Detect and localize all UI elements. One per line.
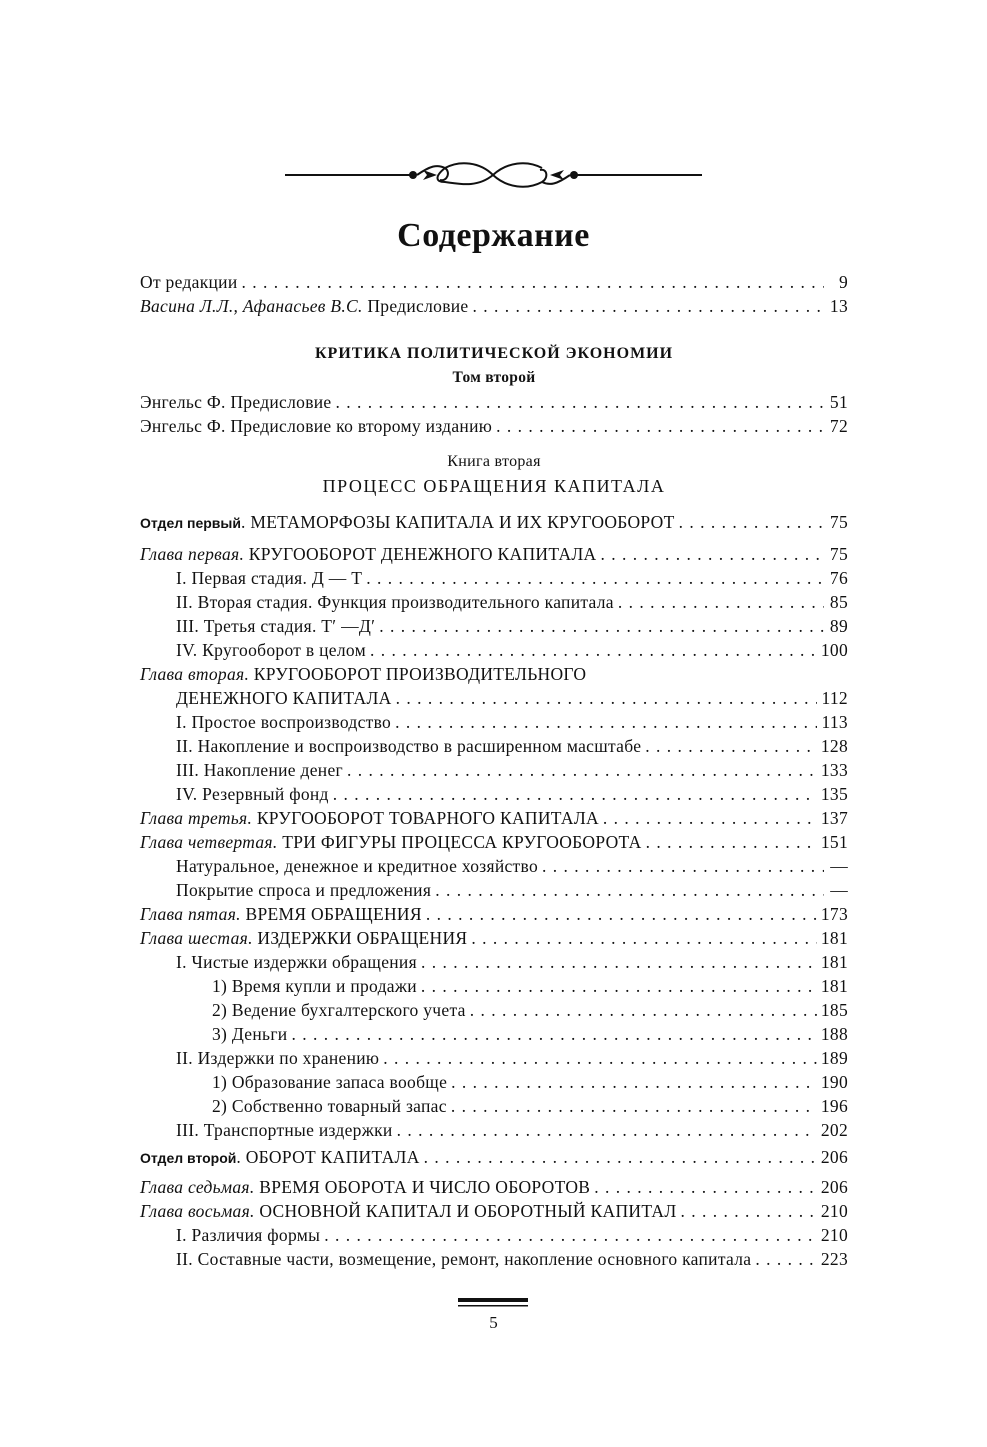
toc-label: Натуральное, денежное и кредитное хозяйство bbox=[176, 856, 539, 876]
toc-page: 206 bbox=[820, 1147, 848, 1167]
toc-entry-chapter-7[interactable] bbox=[140, 1175, 848, 1199]
chapter-title: ТРИ ФИГУРЫ ПРОЦЕССА КРУГООБОРОТА bbox=[277, 832, 642, 852]
leader-dots bbox=[421, 974, 817, 998]
toc-entry-ch6-i-2[interactable] bbox=[140, 998, 848, 1022]
toc-label: Энгельс Ф. Предисловие ко второму изданию bbox=[140, 416, 493, 436]
section-prefix: Отдел второй bbox=[140, 1150, 237, 1166]
toc-page: 51 bbox=[829, 392, 848, 412]
toc-entry-chapter-6[interactable] bbox=[140, 926, 848, 950]
toc-entry-ch4-natural[interactable] bbox=[140, 854, 848, 878]
chapter-prefix: Глава восьмая. bbox=[140, 1201, 255, 1221]
toc-page: 76 bbox=[829, 568, 848, 588]
chapter-prefix: Глава третья. bbox=[140, 808, 253, 828]
toc-page: 135 bbox=[820, 784, 848, 804]
leader-dots bbox=[755, 1247, 817, 1271]
toc-label: IV. Резервный фонд bbox=[176, 784, 329, 804]
toc-entry-chapter-3[interactable] bbox=[140, 806, 848, 830]
table-of-contents bbox=[140, 270, 848, 1271]
toc-page: 202 bbox=[820, 1120, 848, 1140]
toc-label bbox=[140, 294, 469, 318]
toc-label: II. Составные части, возмещение, ремонт, накопление основного капитала bbox=[176, 1249, 752, 1269]
toc-page: 72 bbox=[829, 416, 848, 436]
leader-dots bbox=[333, 782, 817, 806]
toc-page: 13 bbox=[829, 296, 848, 316]
toc-entry-ch6-i-1[interactable] bbox=[140, 974, 848, 998]
volume-title: Том второй bbox=[452, 369, 536, 386]
leader-dots bbox=[594, 1175, 817, 1199]
part-title: КРИТИКА ПОЛИТИЧЕСКОЙ ЭКОНОМИИ bbox=[314, 345, 674, 362]
leader-dots bbox=[542, 854, 824, 878]
leader-dots bbox=[679, 510, 824, 534]
toc-label bbox=[140, 542, 597, 566]
page-number: 5 bbox=[489, 1313, 498, 1332]
toc-label: I. Первая стадия. Д — Т bbox=[176, 568, 363, 588]
toc-page: 151 bbox=[820, 832, 848, 852]
toc-entry-ch8-i[interactable] bbox=[140, 1223, 848, 1247]
toc-label: II. Вторая стадия. Функция производительного капитала bbox=[176, 592, 614, 612]
book-label: Книга вторая bbox=[447, 453, 541, 470]
toc-label: I. Простое воспроизводство bbox=[176, 712, 392, 732]
leader-dots bbox=[646, 830, 817, 854]
leader-dots bbox=[618, 590, 824, 614]
toc-label-text: Предисловие bbox=[362, 296, 469, 316]
toc-entry-ch2-i[interactable] bbox=[140, 710, 848, 734]
chapter-prefix: Глава седьмая. bbox=[140, 1177, 255, 1197]
toc-label bbox=[140, 1175, 590, 1199]
ornament-divider-icon bbox=[285, 152, 702, 198]
toc-label: III. Транспортные издержки bbox=[176, 1120, 393, 1140]
leader-dots bbox=[395, 710, 817, 734]
footer-rule-icon bbox=[458, 1298, 528, 1310]
toc-label bbox=[140, 830, 642, 854]
toc-entry-ch1-i[interactable] bbox=[140, 566, 848, 590]
leader-dots bbox=[603, 806, 817, 830]
toc-entry-engels-preface-second[interactable] bbox=[140, 414, 848, 438]
toc-chapter-2-line1[interactable] bbox=[140, 662, 848, 686]
toc-page: 206 bbox=[820, 1177, 848, 1197]
toc-label: 1) Время купли и продажи bbox=[212, 976, 417, 996]
toc-entry-preface-vasina[interactable] bbox=[140, 294, 848, 318]
toc-label: II. Накопление и воспроизводство в расширенном масштабе bbox=[176, 736, 642, 756]
toc-entry-ch2-iii[interactable] bbox=[140, 758, 848, 782]
toc-entry-ch6-ii-1[interactable] bbox=[140, 1070, 848, 1094]
chapter-title: ИЗДЕРЖКИ ОБРАЩЕНИЯ bbox=[252, 928, 468, 948]
toc-page: 223 bbox=[820, 1249, 848, 1269]
toc-label: 3) Деньги bbox=[212, 1024, 288, 1044]
chapter-prefix: Глава вторая. bbox=[140, 664, 250, 684]
toc-label bbox=[140, 806, 599, 830]
toc-entry-ch2-ii[interactable] bbox=[140, 734, 848, 758]
toc-page: 189 bbox=[820, 1048, 848, 1068]
leader-dots bbox=[451, 1070, 817, 1094]
leader-dots bbox=[471, 926, 816, 950]
toc-page: 133 bbox=[820, 760, 848, 780]
toc-label bbox=[140, 902, 422, 926]
toc-entry-ch6-ii-2[interactable] bbox=[140, 1094, 848, 1118]
toc-entry-chapter-1[interactable] bbox=[140, 542, 848, 566]
chapter-prefix: Глава шестая. bbox=[140, 928, 253, 948]
toc-page: 75 bbox=[829, 544, 848, 564]
toc-entry-ch8-ii[interactable] bbox=[140, 1247, 848, 1271]
section-title: . МЕТАМОРФОЗЫ КАПИТАЛА И ИХ КРУГООБОРОТ bbox=[240, 512, 675, 532]
toc-page: 196 bbox=[820, 1096, 848, 1116]
leader-dots bbox=[435, 878, 824, 902]
leader-dots bbox=[470, 998, 817, 1022]
toc-page: 173 bbox=[820, 904, 848, 924]
toc-label: 1) Образование запаса вообще bbox=[212, 1072, 448, 1092]
toc-page: 9 bbox=[838, 272, 848, 292]
toc-label: Энгельс Ф. Предисловие bbox=[140, 392, 332, 412]
toc-label: От редакции bbox=[140, 272, 238, 292]
toc-label: I. Чистые издержки обращения bbox=[176, 952, 417, 972]
leader-dots bbox=[324, 1223, 817, 1247]
book-title: ПРОЦЕСС ОБРАЩЕНИЯ КАПИТАЛА bbox=[322, 476, 666, 496]
leader-dots bbox=[336, 390, 824, 414]
toc-entry-chapter-8[interactable] bbox=[140, 1199, 848, 1223]
toc-label: 2) Ведение бухгалтерского учета bbox=[212, 1000, 466, 1020]
toc-page: 210 bbox=[820, 1225, 848, 1245]
leader-dots bbox=[421, 950, 817, 974]
toc-label bbox=[140, 1145, 420, 1170]
leader-dots bbox=[366, 566, 824, 590]
toc-entry-chapter-2[interactable] bbox=[140, 686, 848, 710]
leader-dots bbox=[370, 638, 817, 662]
toc-page: 188 bbox=[820, 1024, 848, 1044]
toc-label: 2) Собственно товарный запас bbox=[212, 1096, 447, 1116]
toc-page: 210 bbox=[820, 1201, 848, 1221]
toc-entry-ch6-i-3[interactable] bbox=[140, 1022, 848, 1046]
toc-entry-editorial[interactable] bbox=[140, 270, 848, 294]
toc-page: 85 bbox=[829, 592, 848, 612]
toc-entry-ch1-iii[interactable] bbox=[140, 614, 848, 638]
leader-dots bbox=[601, 542, 825, 566]
toc-page: — bbox=[830, 856, 848, 876]
toc-entry-ch6-i[interactable] bbox=[140, 950, 848, 974]
toc-page: 89 bbox=[829, 616, 848, 636]
leader-dots bbox=[473, 294, 824, 318]
chapter-prefix: Глава первая. bbox=[140, 544, 245, 564]
leader-dots bbox=[383, 1046, 817, 1070]
toc-entry-section-1[interactable] bbox=[140, 510, 848, 534]
toc-page: 185 bbox=[820, 1000, 848, 1020]
page-title: Содержание bbox=[397, 217, 590, 254]
toc-entry-chapter-4[interactable] bbox=[140, 830, 848, 854]
leader-dots bbox=[681, 1199, 817, 1223]
chapter-title-cont: ДЕНЕЖНОГО КАПИТАЛА bbox=[176, 688, 392, 708]
leader-dots bbox=[645, 734, 817, 758]
toc-page: 181 bbox=[820, 928, 848, 948]
chapter-title: ВРЕМЯ ОБОРОТА И ЧИСЛО ОБОРОТОВ bbox=[254, 1177, 591, 1197]
chapter-title: ВРЕМЯ ОБРАЩЕНИЯ bbox=[240, 904, 422, 924]
toc-label: Покрытие спроса и предложения bbox=[176, 880, 432, 900]
leader-dots bbox=[424, 1145, 817, 1169]
section-prefix: Отдел первый bbox=[140, 515, 241, 531]
chapter-title: КРУГООБОРОТ ДЕНЕЖНОГО КАПИТАЛА bbox=[244, 544, 597, 564]
leader-dots bbox=[426, 902, 817, 926]
toc-page: 113 bbox=[821, 712, 848, 732]
toc-entry-chapter-5[interactable] bbox=[140, 902, 848, 926]
toc-page: — bbox=[830, 880, 848, 900]
toc-entry-ch6-iii[interactable] bbox=[140, 1118, 848, 1142]
toc-label bbox=[140, 510, 675, 535]
leader-dots bbox=[496, 414, 824, 438]
toc-entry-ch1-ii[interactable] bbox=[140, 590, 848, 614]
toc-page: 181 bbox=[820, 952, 848, 972]
toc-label bbox=[140, 1199, 677, 1223]
toc-page: 190 bbox=[820, 1072, 848, 1092]
toc-page: 137 bbox=[820, 808, 848, 828]
toc-label: IV. Кругооборот в целом bbox=[176, 640, 366, 660]
toc-page: 128 bbox=[820, 736, 848, 756]
section-title: . ОБОРОТ КАПИТАЛА bbox=[236, 1147, 420, 1167]
toc-entry-ch6-ii[interactable] bbox=[140, 1046, 848, 1070]
leader-dots bbox=[396, 686, 818, 710]
toc-page: 100 bbox=[820, 640, 848, 660]
leader-dots bbox=[347, 758, 817, 782]
chapter-prefix: Глава пятая. bbox=[140, 904, 241, 924]
leader-dots bbox=[379, 614, 824, 638]
leader-dots bbox=[451, 1094, 817, 1118]
toc-page: 75 bbox=[829, 512, 848, 532]
toc-entry-ch4-demand[interactable] bbox=[140, 878, 848, 902]
chapter-title: ОСНОВНОЙ КАПИТАЛ И ОБОРОТНЫЙ КАПИТАЛ bbox=[254, 1201, 677, 1221]
toc-label: I. Различия формы bbox=[176, 1225, 321, 1245]
toc-entry-ch1-iv[interactable] bbox=[140, 638, 848, 662]
leader-dots bbox=[397, 1118, 817, 1142]
toc-label: III. Третья стадия. Т′ —Д′ bbox=[176, 616, 376, 636]
toc-entry-section-2[interactable] bbox=[140, 1145, 848, 1169]
toc-entry-engels-preface[interactable] bbox=[140, 390, 848, 414]
toc-page: 181 bbox=[820, 976, 848, 996]
toc-label bbox=[140, 926, 467, 950]
toc-page: 112 bbox=[821, 688, 848, 708]
leader-dots bbox=[242, 270, 824, 294]
leader-dots bbox=[291, 1022, 816, 1046]
toc-label: III. Накопление денег bbox=[176, 760, 344, 780]
toc-entry-ch2-iv[interactable] bbox=[140, 782, 848, 806]
toc-label: II. Издержки по хранению bbox=[176, 1048, 380, 1068]
toc-authors: Васина Л.Л., Афанасьев В.С. bbox=[140, 296, 363, 316]
chapter-prefix: Глава четвертая. bbox=[140, 832, 278, 852]
chapter-title: КРУГООБОРОТ ПРОИЗВОДИТЕЛЬНОГО bbox=[249, 664, 587, 684]
chapter-title: КРУГООБОРОТ ТОВАРНОГО КАПИТАЛА bbox=[252, 808, 599, 828]
